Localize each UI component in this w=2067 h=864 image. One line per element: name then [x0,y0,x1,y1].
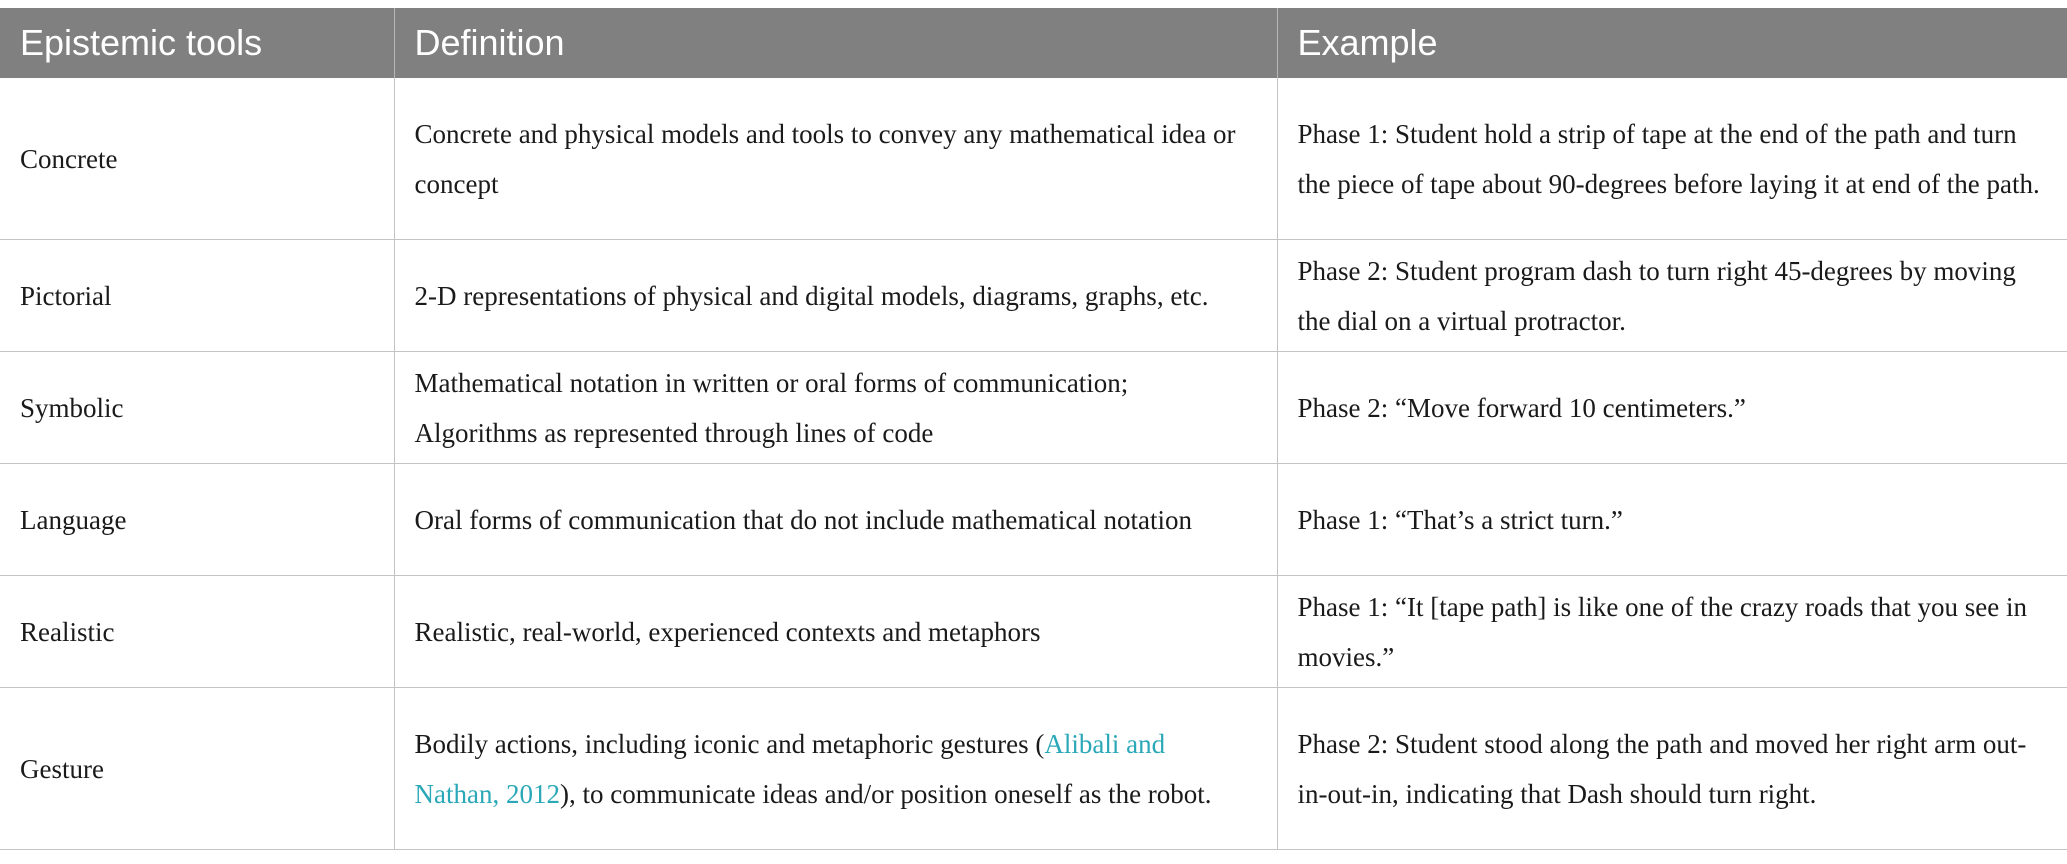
table-row [0,464,2067,576]
example-cell: Phase 1: “It [tape path] is like one of the crazy roads that you see in movies.” [1277,576,2067,688]
example-cell: Phase 2: Student stood along the path and moved her right arm out-in-out-in, indicating that Dash should turn right. [1277,688,2067,850]
definition-cell: Oral forms of communication that do not include mathematical notation [394,464,1277,576]
example-cell: Phase 2: Student program dash to turn right 45-degrees by moving the dial on a virtual protractor. [1277,240,2067,352]
header-epistemic-tools: Epistemic tools [0,8,394,78]
header-definition: Definition [394,8,1277,78]
table-header [0,8,2067,78]
definition-cell: Realistic, real-world, experienced contexts and metaphors [394,576,1277,688]
header-example: Example [1277,8,2067,78]
definition-text-before: Bodily actions, including iconic and metaphoric gestures ( [414,728,1045,759]
table-row [0,352,2067,464]
citation-link-alibali-nathan[interactable]: Alibali and Nathan, 2012 [414,728,1166,809]
table-row [0,688,2067,850]
header-row [0,8,2067,78]
tool-cell: Pictorial [0,240,394,352]
definition-cell: 2-D representations of physical and digital models, diagrams, graphs, etc. [394,240,1277,352]
table-row [0,78,2067,240]
definition-cell [394,688,1277,850]
tool-cell: Concrete [0,78,394,240]
definition-cell: Concrete and physical models and tools to convey any mathematical idea or concept [394,78,1277,240]
tool-cell: Realistic [0,576,394,688]
tool-cell: Gesture [0,688,394,850]
definition-cell: Mathematical notation in written or oral forms of communication; Algorithms as represented through lines of code [394,352,1277,464]
epistemic-tools-table [0,8,2067,850]
tool-cell: Language [0,464,394,576]
table-row [0,240,2067,352]
table-row [0,576,2067,688]
table-body [0,78,2067,850]
example-cell: Phase 1: “That’s a strict turn.” [1277,464,2067,576]
example-cell: Phase 1: Student hold a strip of tape at the end of the path and turn the piece of tape about 90-degrees before laying it at end of the path. [1277,78,2067,240]
tool-cell: Symbolic [0,352,394,464]
example-cell: Phase 2: “Move forward 10 centimeters.” [1277,352,2067,464]
definition-text-after: ), to communicate ideas and/or position oneself as the robot. [559,778,1212,809]
epistemic-tools-table-container [0,8,2067,850]
